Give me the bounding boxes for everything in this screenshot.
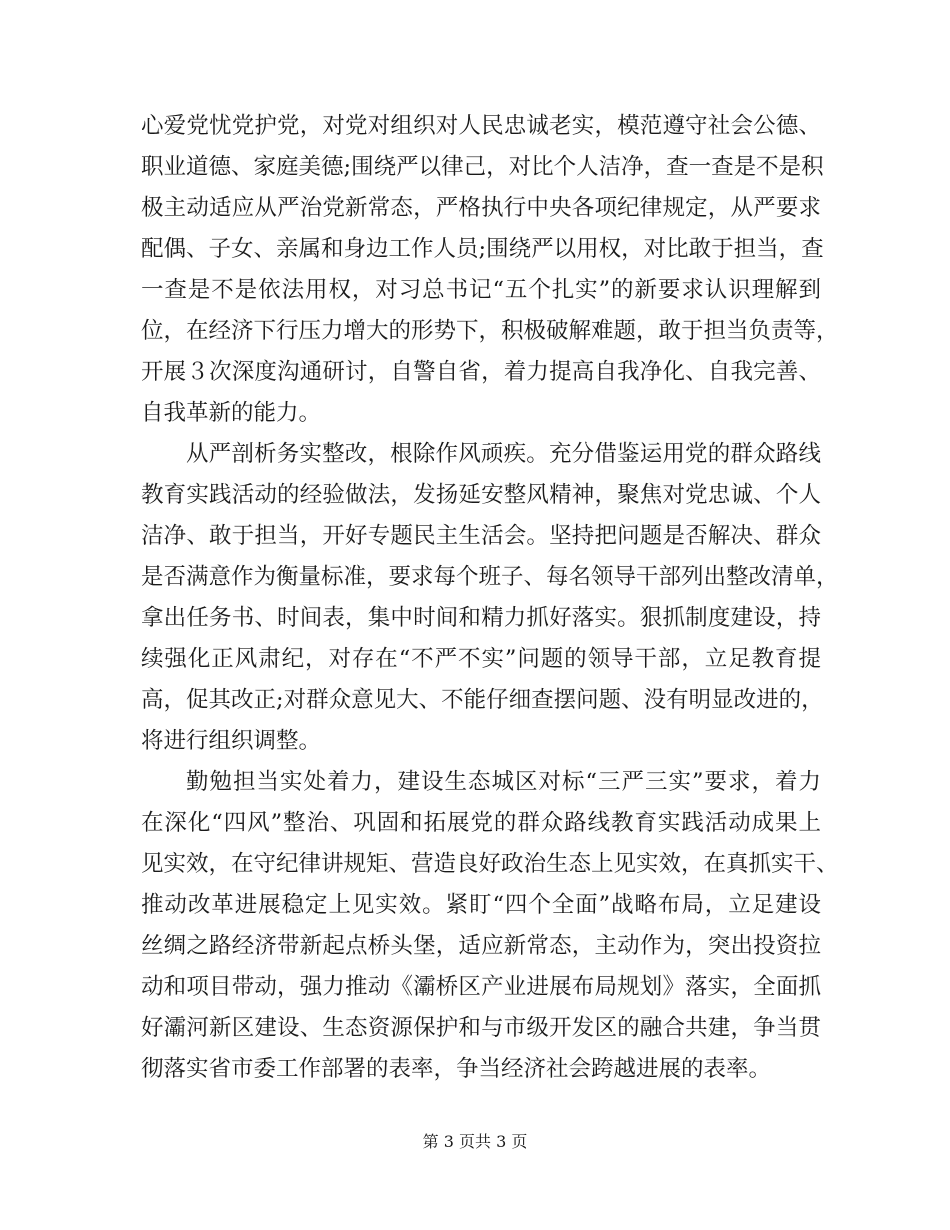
document-body: [141, 106, 839, 1090]
text-line: 续强化正风肃纪，对存在“不严不实”问题的领导干部，立足教育提: [141, 646, 821, 672]
text-line: 配偶、子女、亲属和身边工作人员;围绕严以用权，对比敢于担当，查: [141, 236, 824, 262]
text-line: 心爱党忧党护党，对党对组织对人民忠诚老实，模范遵守社会公德、: [141, 113, 821, 139]
text-line: 是否满意作为衡量标准，要求每个班子、每名领导干部列出整改清单，: [141, 564, 839, 590]
text-line: 职业道德、家庭美德;围绕严以律己，对比个人洁净，查一查是不是积: [141, 154, 824, 180]
text-line: 在深化“四风”整治、巩固和拓展党的群众路线教育实践活动成果上: [141, 810, 821, 836]
text-line: 教育实践活动的经验做法，发扬延安整风精神，聚焦对党忠诚、个人: [141, 482, 821, 508]
text-line: 好灞河新区建设、生态资源保护和与市级开发区的融合共建，争当贯: [141, 1015, 821, 1041]
text-line: 一查是不是依法用权，对习总书记“五个扎实”的新要求认识理解到: [141, 277, 821, 303]
text-line: 丝绸之路经济带新起点桥头堡，适应新常态，主动作为，突出投资拉: [141, 933, 821, 959]
text-line: 动和项目带动，强力推动《灞桥区产业进展布局规划》落实，全面抓: [141, 974, 821, 1000]
text-line: 将进行组织调整。: [141, 728, 322, 754]
paragraph-first-line: 从严剖析务实整改，根除作风顽疾。充分借鉴运用党的群众路线: [186, 441, 821, 467]
text-line: 洁净、敢于担当，开好专题民主生活会。坚持把问题是否解决、群众: [141, 523, 821, 549]
text-line: 推动改革进展稳定上见实效。紧盯“四个全面”战略布局，立足建设: [141, 892, 821, 918]
text-line: 高，促其改正;对群众意见大、不能仔细查摆问题、没有明显改进的，: [141, 687, 824, 713]
text-line: 开展３次深度沟通研讨，自警自省，着力提高自我净化、自我完善、: [141, 359, 821, 385]
text-line: 极主动适应从严治党新常态，严格执行中央各项纪律规定，从严要求: [141, 195, 821, 221]
page-number-footer: 第 3 页共 3 页: [422, 1132, 528, 1151]
paragraph-first-line: 勤勉担当实处着力，建设生态城区对标“三严三实”要求，着力: [186, 769, 821, 795]
text-line: 见实效，在守纪律讲规矩、营造良好政治生态上见实效，在真抓实干、: [141, 851, 839, 877]
text-line: 拿出任务书、时间表，集中时间和精力抓好落实。狠抓制度建设，持: [141, 605, 821, 631]
text-line: 位，在经济下行压力增大的形势下，积极破解难题，敢于担当负责等，: [141, 318, 839, 344]
text-line: 彻落实省市委工作部署的表率，争当经济社会跨越进展的表率。: [141, 1056, 772, 1082]
text-line: 自我革新的能力。: [141, 400, 322, 426]
